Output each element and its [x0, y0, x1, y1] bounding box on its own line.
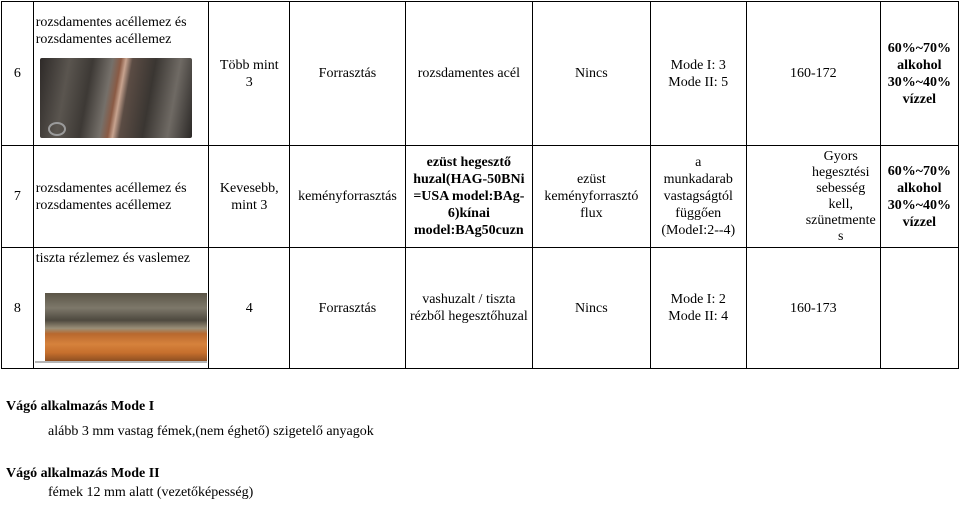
- welded-steel-photo: [40, 58, 192, 138]
- table-row: [2, 146, 959, 248]
- current-cell: 160-172: [746, 2, 880, 146]
- material-cell: tiszta rézlemez és vaslemez: [33, 248, 209, 369]
- mode-cell: a munkadarab vastagságtól függően (ModeI:2--4): [650, 146, 746, 248]
- filler-cell: ezüst hegesztő huzal(HAG-50BNi =USA model:BAg- 6)kínai model:BAg50cuzn: [405, 146, 533, 248]
- cleaning-cell: 60%~70% alkohol 30%~40% vízzel: [880, 2, 958, 146]
- copper-iron-photo: [45, 293, 207, 361]
- process-cell: Forrasztás: [290, 248, 405, 369]
- thickness-cell: 4: [209, 248, 290, 369]
- thickness-cell: Több mint 3: [209, 2, 290, 146]
- table-row: [2, 248, 959, 369]
- empty-cell: [746, 146, 801, 248]
- filler-cell: vashuzalt / tiszta rézből hegesztőhuzal: [405, 248, 533, 369]
- material-cell: rozsdamentes acéllemez és rozsdamentes acéllemez: [33, 146, 209, 248]
- flux-cell: Nincs: [533, 248, 650, 369]
- empty-cell: [880, 248, 958, 369]
- note-mode-2: [6, 465, 253, 501]
- table-row: [2, 2, 959, 146]
- cleaning-cell: 60%~70% alkohol 30%~40% vízzel: [880, 146, 958, 248]
- material-cell: [33, 2, 209, 146]
- flux-cell: ezüst keményforrasztó flux: [533, 146, 650, 248]
- note-title: Vágó alkalmazás Mode I: [6, 399, 155, 414]
- note-text: fémek 12 mm alatt (vezetőképesség): [48, 485, 254, 500]
- process-cell: Forrasztás: [290, 2, 405, 146]
- row-number: 8: [2, 248, 34, 369]
- row-number: 7: [2, 146, 34, 248]
- note-text: alább 3 mm vastag fémek,(nem éghető) szigetelő anyagok: [48, 424, 374, 439]
- note-title: Vágó alkalmazás Mode II: [6, 466, 160, 481]
- current-cell: 160-173: [746, 248, 880, 369]
- mode-cell: Mode I: 3 Mode II: 5: [650, 2, 746, 146]
- filler-cell: rozsdamentes acél: [405, 2, 533, 146]
- thickness-cell: Kevesebb, mint 3: [209, 146, 290, 248]
- process-cell: keményforrasztás: [290, 146, 405, 248]
- speed-cell: Gyors hegesztési sebesség kell, szünetmente s: [802, 146, 881, 248]
- material-line: rozsdamentes acéllemez és: [35, 14, 187, 30]
- note-mode-1: [6, 398, 374, 440]
- row-number: 6: [2, 2, 34, 146]
- mode-cell: Mode I: 2 Mode II: 4: [650, 248, 746, 369]
- welding-table: [1, 1, 959, 369]
- material-line: rozsdamentes acéllemez: [35, 31, 172, 47]
- flux-cell: Nincs: [533, 2, 650, 146]
